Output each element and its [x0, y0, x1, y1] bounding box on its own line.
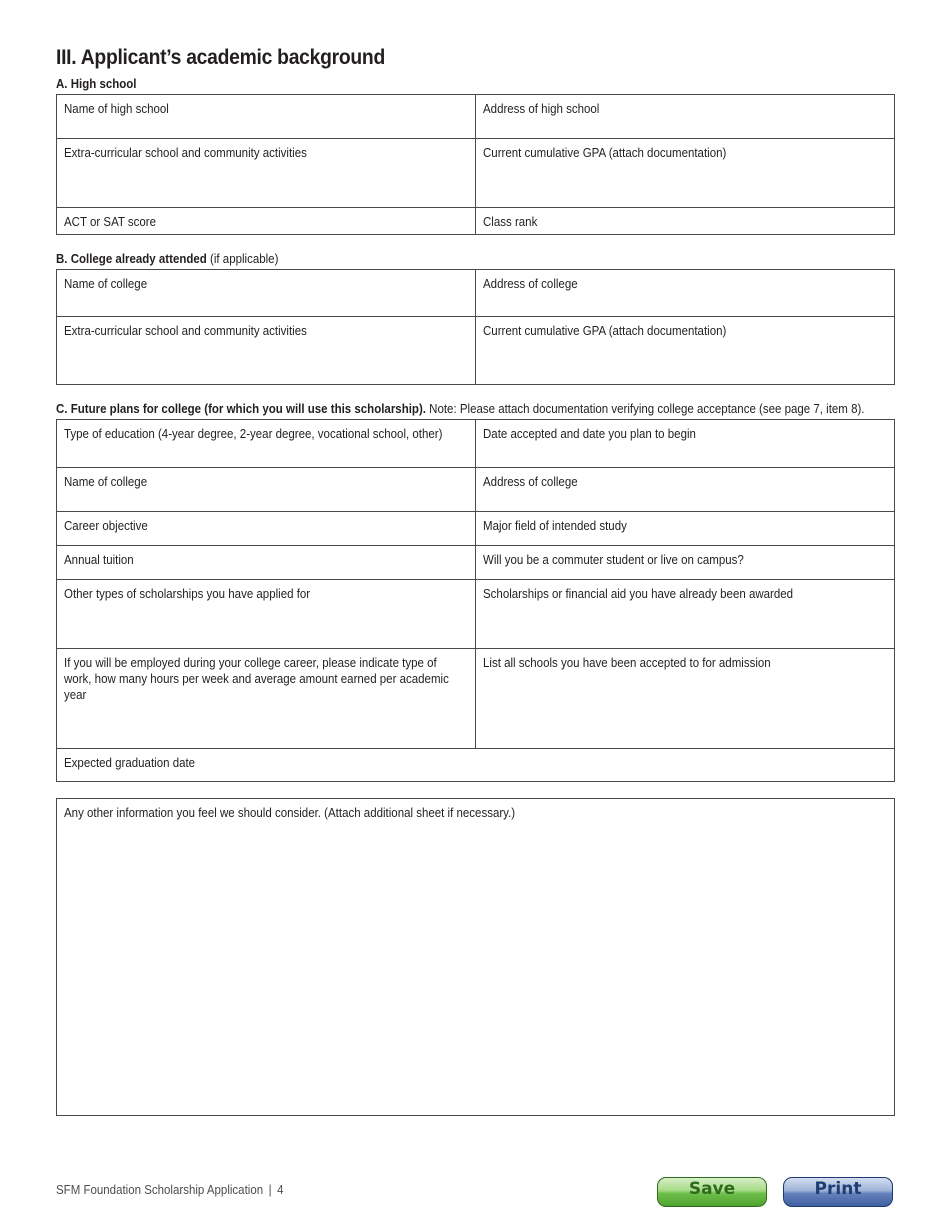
field-hs-gpa[interactable]: Current cumulative GPA (attach documentation) — [476, 139, 895, 208]
field-high-school-name[interactable]: Name of high school — [57, 95, 476, 139]
field-career-objective[interactable]: Career objective — [57, 512, 476, 546]
field-class-rank[interactable]: Class rank — [476, 208, 895, 235]
field-annual-tuition[interactable]: Annual tuition — [57, 546, 476, 580]
field-future-college-address[interactable]: Address of college — [476, 468, 895, 512]
field-college-attended-address[interactable]: Address of college — [476, 270, 895, 317]
other-info-table — [56, 798, 895, 1116]
field-high-school-address[interactable]: Address of high school — [476, 95, 895, 139]
field-college-gpa[interactable]: Current cumulative GPA (attach documentation) — [476, 317, 895, 385]
field-major-field[interactable]: Major field of intended study — [476, 512, 895, 546]
section-b-table — [56, 269, 895, 385]
section-c-heading: C. Future plans for college (for which you will use this scholarship). Note: Please attach documentation verifying college acceptance (see page 7, item 8). — [56, 402, 865, 416]
section-c-table — [56, 419, 895, 782]
save-button[interactable]: Save — [657, 1177, 767, 1207]
page-number: 4 — [277, 1183, 284, 1197]
field-commuter-or-campus[interactable]: Will you be a commuter student or live on campus? — [476, 546, 895, 580]
print-button[interactable]: Print — [783, 1177, 893, 1207]
form-page — [56, 44, 895, 1116]
field-schools-accepted[interactable]: List all schools you have been accepted to for admission — [476, 649, 895, 749]
field-expected-graduation[interactable]: Expected graduation date — [57, 749, 895, 782]
page-title: III. Applicant’s academic background — [56, 46, 385, 69]
field-college-attended-name[interactable]: Name of college — [57, 270, 476, 317]
section-a-heading: A. High school — [56, 77, 137, 91]
field-aid-awarded[interactable]: Scholarships or financial aid you have already been awarded — [476, 580, 895, 649]
field-other-information[interactable]: Any other information you feel we should consider. (Attach additional sheet if necessary.) — [57, 799, 895, 1116]
field-act-sat-score[interactable]: ACT or SAT score — [57, 208, 476, 235]
section-a-table — [56, 94, 895, 235]
field-education-type[interactable]: Type of education (4-year degree, 2-year degree, vocational school, other) — [57, 420, 476, 468]
field-date-accepted[interactable]: Date accepted and date you plan to begin — [476, 420, 895, 468]
field-other-scholarships[interactable]: Other types of scholarships you have applied for — [57, 580, 476, 649]
section-b-heading: B. College already attended (if applicable) — [56, 252, 279, 266]
field-future-college-name[interactable]: Name of college — [57, 468, 476, 512]
footer-title: SFM Foundation Scholarship Application — [56, 1183, 264, 1197]
footer-separator: | — [268, 1183, 272, 1197]
field-employment[interactable]: If you will be employed during your college career, please indicate type of work, how many hours per week and average amount earned per academic year — [57, 649, 476, 749]
field-college-activities[interactable]: Extra-curricular school and community activities — [57, 317, 476, 385]
page-footer — [56, 1183, 284, 1197]
field-hs-activities[interactable]: Extra-curricular school and community activities — [57, 139, 476, 208]
